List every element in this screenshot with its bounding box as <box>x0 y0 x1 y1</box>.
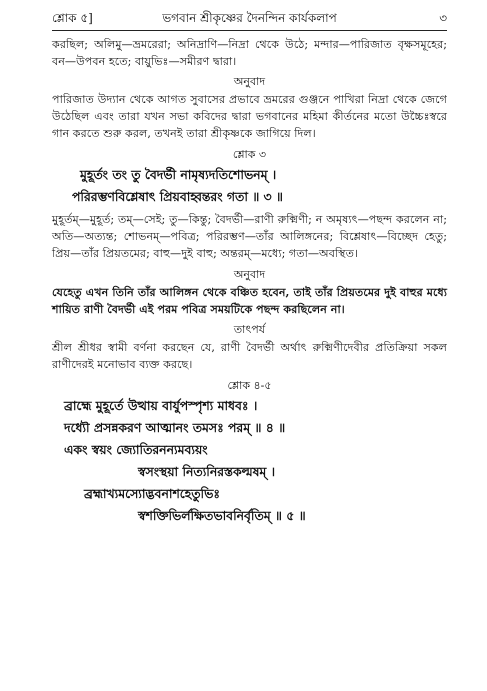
purport-text: শ্রীল শ্রীধর স্বামী বর্ণনা করছেন যে, রাণী বৈদর্ভী অর্থাৎ রুক্মিণীদেবীর প্রতিক্রিয়া সকল রাণীদেরই মনোভাব ব্যক্ত করছে। <box>52 341 447 371</box>
verse-3-line-2: পরিরম্ভণবিশ্লেষাৎ প্রিয়বাহ্বন্তরং গতা ॥ ৩ ॥ <box>72 189 283 204</box>
purport-heading: তাৎপর্য <box>233 323 266 336</box>
verse-4-5-line-5: ব্রহ্মাখ্যমস্যোদ্ভবনাশহেতুভিঃ <box>84 486 220 501</box>
verse-3-translation-heading: অনুবাদ <box>233 268 266 281</box>
running-header <box>52 10 447 28</box>
verse-4-5-line-6: স্বশক্তিভির্লক্ষিতভাবনির্বৃতিম্ ॥ ৫ ॥ <box>138 508 306 523</box>
header-chapter-title: ভগবান শ্রীকৃষ্ণের দৈনন্দিন কার্যকলাপ <box>162 11 337 25</box>
translation-heading: অনুবাদ <box>233 75 266 88</box>
header-page-number: ৩ <box>439 11 447 25</box>
verse-4-5-line-3: একং স্বয়ং জ্যোতিরনন্যমব্যয়ং <box>64 442 208 457</box>
verse-4-5-heading: শ্লোক ৪-৫ <box>227 379 272 392</box>
verse-4-5-line-1: ব্রাহ্মে মুহূর্তে উত্থায় বার্যুপস্পৃশ্য মাধবঃ । <box>64 398 258 413</box>
verse-3-heading: শ্লোক ৩ <box>232 148 267 161</box>
verse-3-synonyms: মুহূর্তম্—মুহূর্ত; তম্—সেই; তু—কিন্তু; বৈদর্ভী—রাণী রুক্মিণী; ন অমৃষ্যৎ—পছন্দ করলেন না; অতি—অত্যন্ত; শোভনম্—পবিত্র; পরিরম্ভণ—তাঁর আলিঙ্গনের; বিশ্লেষাৎ—বিচ্ছেদ হেতু; প্রিয়—তাঁর প্রিয়তমের; বাহু—দুই বাহু; অন্তরম্—মধ্যে; গতা—অবস্থিত। <box>52 213 447 260</box>
page-body <box>52 36 447 528</box>
verse-3-translation-text: যেহেতু এখন তিনি তাঁর আলিঙ্গন থেকে বঞ্চিত হবেন, তাই তাঁর প্রিয়তমের দুই বাহুর মধ্যে শায়িত রাণী বৈদর্ভী এই পরম পবিত্র সময়টিকে পছন্দ করছিলেন না। <box>52 285 447 316</box>
verse-4-5-line-2: দধ্যৌ প্রসন্নকরণ আত্মানং তমসঃ পরম্ ॥ ৪ ॥ <box>64 420 286 435</box>
translation-text: পারিজাত উদ্যান থেকে আগত সুবাসের প্রভাবে ভ্রমরের গুঞ্জনে পাখিরা নিদ্রা থেকে জেগে উঠেছিল এবং তারা যখন সভা কবিদের দ্বারা ভগবানের মহিমা কীর্তনের মতো উচ্চৈঃস্বরে গান করতে শুরু করল, তখনই তারা শ্রীকৃষ্ণকে জাগিয়ে দিল। <box>52 93 447 140</box>
header-verse-ref: শ্লোক ৫] <box>52 11 93 25</box>
header-rule <box>52 30 447 31</box>
verse-4-5-line-4: স্বসংস্থয়া নিত্যনিরস্তকল্মষম্ । <box>138 464 276 479</box>
synonyms-continued: করছিল; অলিমু—ভ্রমরেরা; অনিদ্রাণি—নিদ্রা থেকে উঠে; মন্দার—পারিজাত বৃক্ষসমূহের; বন—উপবন হতে; বায়ুভিঃ—সমীরণ দ্বারা। <box>52 38 447 68</box>
verse-3-line-1: মুহূর্তং তং তু বৈদর্ভী নামৃষ্যদতিশোভনম্ । <box>80 167 277 182</box>
